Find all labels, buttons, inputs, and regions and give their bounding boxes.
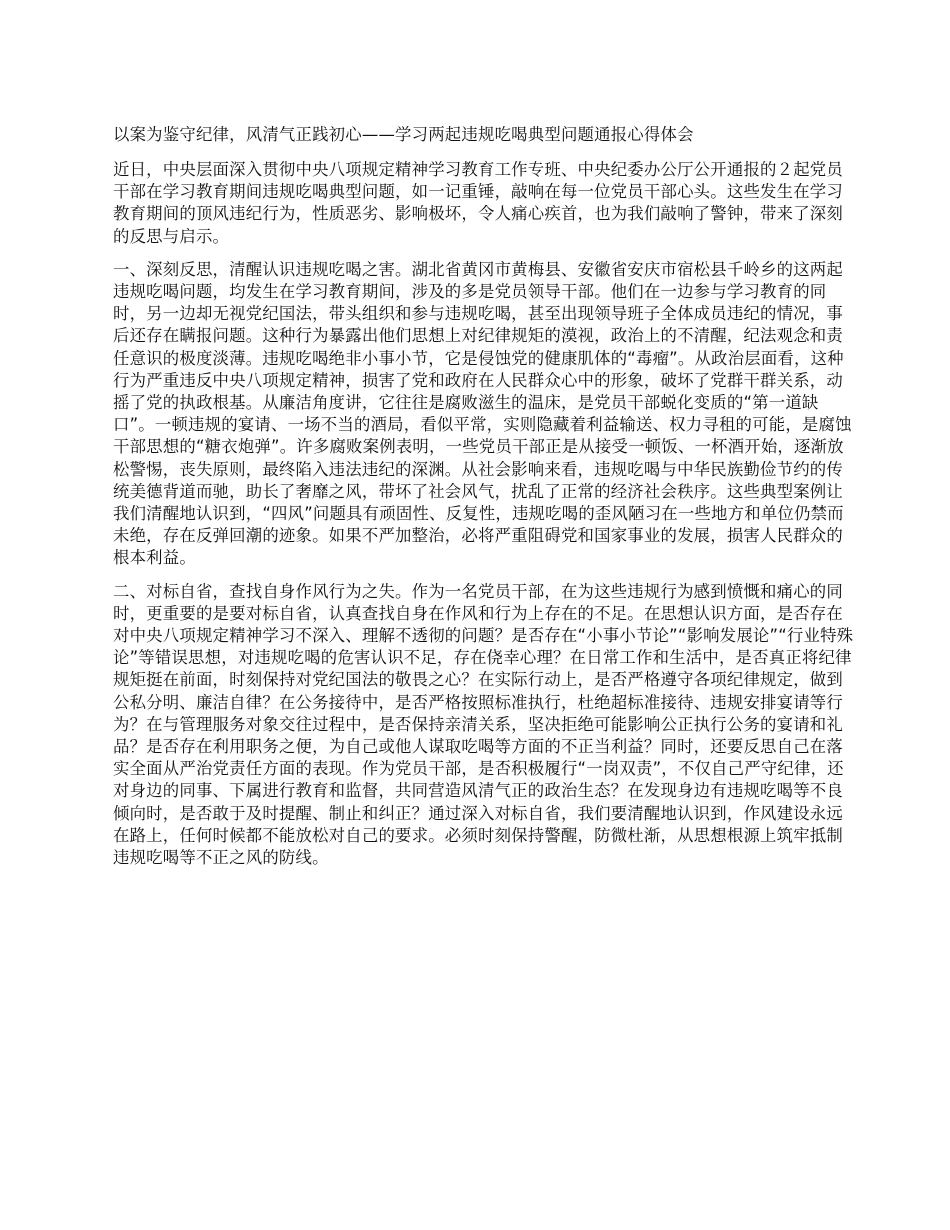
- paragraph-section-two: 二、对标自省，查找自身作风行为之失。作为一名党员干部，在为这些违规行为感到愤慨和痛心的同时，更重要的是要对标自省，认真查找自身在作风和行为上存在的不足。在思想认识方面，是否存在对中央八项规定精神学习不深入、理解不透彻的问题？是否存在“小事小节论”“影响发展论”“行业特殊论”等错误思想，对违规吃喝的危害认识不足，存在侥幸心理？在日常工作和生活中，是否真正将纪律规矩挺在前面，时刻保持对党纪国法的敬畏之心？在实际行动上，是否严格遵守各项纪律规定，做到公私分明、廉洁自律？在公务接待中，是否严格按照标准执行，杜绝超标准接待、违规安排宴请等行为？在与管理服务对象交往过程中，是否保持亲清关系，坚决拒绝可能影响公正执行公务的宴请和礼品？是否存在利用职务之便，为自己或他人谋取吃喝等方面的不正当利益？同时，还要反思自己在落实全面从严治党责任方面的表现。作为党员干部，是否积极履行“一岗双责”，不仅自己严守纪律，还对身边的同事、下属进行教育和监督，共同营造风清气正的政治生态？在发现身边有违规吃喝等不良倾向时，是否敢于及时提醒、制止和纠正？通过深入对标自省，我们要清醒地认识到，作风建设永远在路上，任何时候都不能放松对自己的要求。必须时刻保持警醒，防微杜渐，从思想根源上筑牢抵制违规吃喝等不正之风的防线。: [113, 581, 854, 868]
- document-title: 以案为鉴守纪律，风清气正践初心——学习两起违规吃喝典型问题通报心得体会: [113, 125, 694, 144]
- document-page: [113, 124, 858, 880]
- paragraph-section-one: 一、深刻反思，清醒认识违规吃喝之害。湖北省黄冈市黄梅县、安徽省安庆市宿松县千岭乡的这两起违规吃喝问题，均发生在学习教育期间，涉及的多是党员领导干部。他们在一边参与学习教育的同时，另一边却无视党纪国法，带头组织和参与违规吃喝，甚至出现领导班子全体成员违纪的情况，事后还存在瞒报问题。这种行为暴露出他们思想上对纪律规矩的漠视，政治上的不清醒，纪法观念和责任意识的极度淡薄。违规吃喝绝非小事小节，它是侵蚀党的健康肌体的“毒瘤”。从政治层面看，这种行为严重违反中央八项规定精神，损害了党和政府在人民群众心中的形象，破坏了党群干群关系，动摇了党的执政根基。从廉洁角度讲，它往往是腐败滋生的温床，是党员干部蜕化变质的“第一道缺口”。一顿违规的宴请、一场不当的酒局，看似平常，实则隐藏着利益输送、权力寻租的可能，是腐蚀干部思想的“糖衣炮弹”。许多腐败案例表明，一些党员干部正是从接受一顿饭、一杯酒开始，逐渐放松警惕，丧失原则，最终陷入违法违纪的深渊。从社会影响来看，违规吃喝与中华民族勤俭节约的传统美德背道而驰，助长了奢靡之风，带坏了社会风气，扰乱了正常的经济社会秩序。这些典型案例让我们清醒地认识到，“四风”问题具有顽固性、反复性，违规吃喝的歪风陋习在一些地方和单位仍禁而未绝，存在反弹回潮的迹象。如果不严加整治，必将严重阻碍党和国家事业的发展，损害人民群众的根本利益。: [113, 259, 852, 568]
- paragraph-intro: 近日，中央层面深入贯彻中央八项规定精神学习教育工作专班、中央纪委办公厅公开通报的２起党员干部在学习教育期间违规吃喝典型问题，如一记重锤，敲响在每一位党员干部心头。这些发生在学习教育期间的顶风违纪行为，性质恶劣、影响极坏，令人痛心疾首，也为我们敲响了警钟，带来了深刻的反思与启示。: [113, 160, 843, 246]
